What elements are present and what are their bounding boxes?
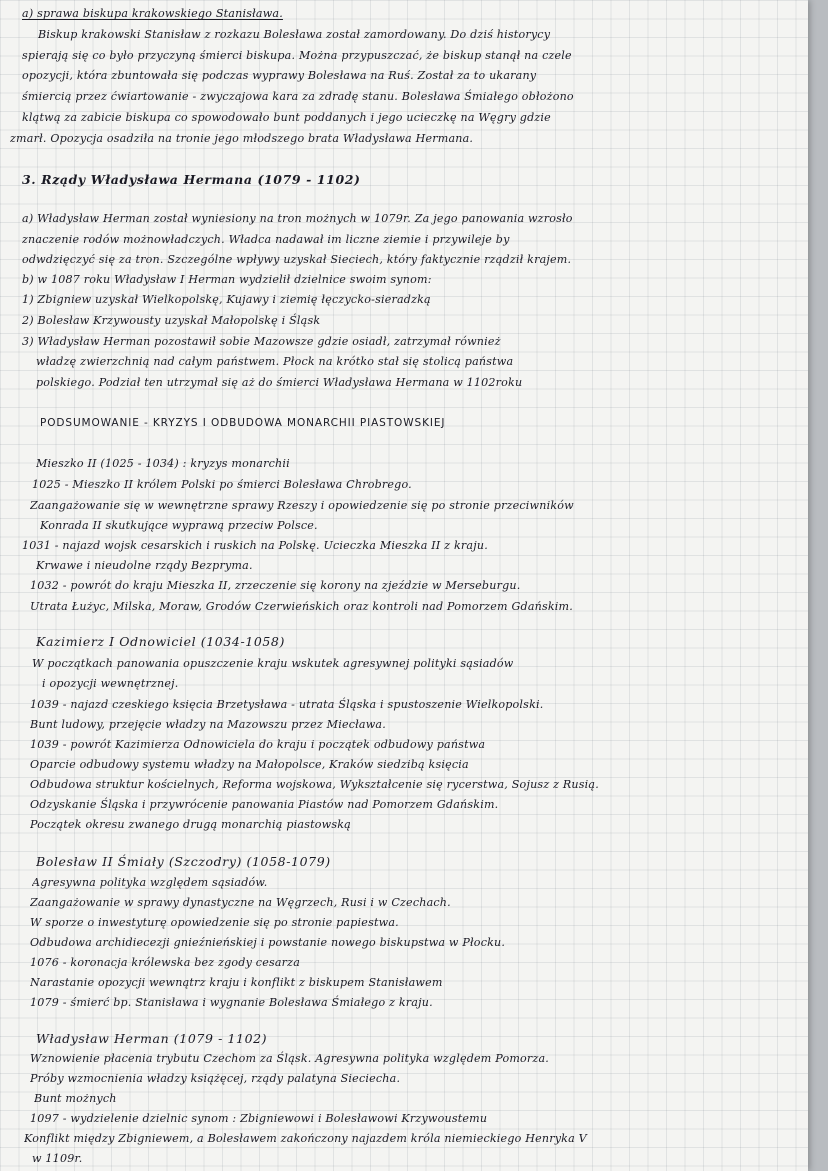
note-line: spierają się co było przyczyną śmierci biskupa. Można przypuszczać, że biskup stanął na czele [22,49,572,62]
note-line: Konrada II skutkujące wyprawą przeciw Polsce. [40,519,318,532]
section-heading: Kazimierz I Odnowiciel (1034-1058) [36,634,285,649]
note-line: polskiego. Podział ten utrzymał się aż do śmierci Władysława Hermana w 1102roku [36,376,523,389]
note-line: 1) Zbigniew uzyskał Wielkopolskę, Kujawy i ziemię łęczycko-sieradzką [22,293,431,306]
note-line: Utrata Łużyc, Milska, Moraw, Grodów Czerwieńskich oraz kontroli nad Pomorzem Gdańskim. [30,600,573,613]
note-line: Odbudowa struktur kościelnych, Reforma wojskowa, Wykształcenie się rycerstwa, Sojusz z Rusią. [30,778,599,791]
note-line: 1097 - wydzielenie dzielnic synom : Zbigniewowi i Bolesławowi Krzywoustemu [30,1112,488,1125]
note-line: b) w 1087 roku Władysław I Herman wydzielił dzielnice swoim synom: [22,273,432,286]
note-line: 1031 - najazd wojsk cesarskich i ruskich na Polskę. Ucieczka Mieszka II z kraju. [22,539,488,552]
section-heading: Władysław Herman (1079 - 1102) [36,1031,268,1046]
note-line: opozycji, która zbuntowała się podczas wyprawy Bolesława na Ruś. Został za to ukarany [22,69,537,82]
note-line: Bunt możnych [34,1092,117,1105]
note-line: Próby wzmocnienia władzy książęcej, rządy palatyna Sieciecha. [30,1072,401,1085]
note-line: Konflikt między Zbigniewem, a Bolesławem zakończony najazdem króla niemieckiego Henryka V [24,1132,587,1145]
note-line: 1079 - śmierć bp. Stanisława i wygnanie Bolesława Śmiałego z kraju. [30,996,433,1009]
note-line: 1076 - koronacja królewska bez zgody cesarza [30,956,301,969]
note-line: Bunt ludowy, przejęcie władzy na Mazowszu przez Miecława. [30,718,386,731]
note-line: Odzyskanie Śląska i przywrócenie panowania Piastów nad Pomorzem Gdańskim. [30,798,499,811]
note-line: Wznowienie płacenia trybutu Czechom za Śląsk. Agresywna polityka względem Pomorza. [30,1052,550,1065]
note-line: Zaangażowanie w sprawy dynastyczne na Węgrzech, Rusi i w Czechach. [30,896,451,909]
note-line: 3) Władysław Herman pozostawił sobie Mazowsze gdzie osiadł, zatrzymał również [22,335,501,348]
note-line: Początek okresu zwanego drugą monarchią piastowską [30,818,351,831]
note-line: Odbudowa archidiecezji gnieźnieńskiej i powstanie nowego biskupstwa w Płocku. [30,936,506,949]
note-line: Agresywna polityka względem sąsiadów. [32,876,268,889]
note-line: Oparcie odbudowy systemu władzy na Małopolsce, Kraków siedzibą księcia [30,758,469,771]
summary-heading: PODSUMOWANIE - KRYZYS I ODBUDOWA MONARCHII PIASTOWSKIEJ [40,417,446,429]
note-line: 1039 - najazd czeskiego księcia Brzetysława - utrata Śląska i spustoszenie Wielkopolski. [30,698,544,711]
note-line: znaczenie rodów możnowładczych. Władca nadawał im liczne ziemie i przywileje by [22,233,510,246]
section-heading: 3. Rządy Władysława Hermana (1079 - 1102) [22,172,361,187]
note-line: zmarł. Opozycja osadziła na tronie jego młodszego brata Władysława Hermana. [10,132,474,145]
note-line: śmiercią przez ćwiartowanie - zwyczajowa kara za zdradę stanu. Bolesława Śmiałego obłożono [22,90,574,103]
note-line: 1032 - powrót do kraju Mieszka II, zrzeczenie się korony na zjeździe w Merseburgu. [30,579,521,592]
note-line: w 1109r. [32,1152,83,1165]
section-heading: Bolesław II Śmiały (Szczodry) (1058-1079) [36,854,331,869]
note-line: 1039 - powrót Kazimierza Odnowiciela do kraju i początek odbudowy państwa [30,738,486,751]
note-line: W sporze o inwestyturę opowiedzenie się po stronie papiestwa. [30,916,399,929]
note-line: Zaangażowanie się w wewnętrzne sprawy Rzeszy i opowiedzenie się po stronie przeciwników [30,499,574,512]
note-line: Narastanie opozycji wewnątrz kraju i konflikt z biskupem Stanisławem [30,976,443,989]
note-line: W początkach panowania opuszczenie kraju wskutek agresywnej polityki sąsiadów [32,657,514,670]
note-line: Mieszko II (1025 - 1034) : kryzys monarchii [36,457,290,470]
note-line: Biskup krakowski Stanisław z rozkazu Bolesława został zamordowany. Do dziś historycy [38,28,551,41]
note-line: klątwą za zabicie biskupa co spowodowało bunt poddanych i jego ucieczkę na Węgry gdzie [22,111,551,124]
note-line: 2) Bolesław Krzywousty uzyskał Małopolskę i Śląsk [22,314,321,327]
note-line: i opozycji wewnętrznej. [42,677,179,690]
note-line: władzę zwierzchnią nad całym państwem. Płock na krótko stał się stolicą państwa [36,355,514,368]
note-line: odwdzięczyć się za tron. Szczególne wpływy uzyskał Sieciech, który faktycznie rządził krajem. [22,253,572,266]
note-line: Krwawe i nieudolne rządy Bezpryma. [36,559,253,572]
note-line: a) Władysław Herman został wyniesiony na tron możnych w 1079r. Za jego panowania wzrosło [22,212,573,225]
note-line: a) sprawa biskupa krakowskiego Stanisława. [22,7,283,20]
note-line: 1025 - Mieszko II królem Polski po śmierci Bolesława Chrobrego. [32,478,412,491]
